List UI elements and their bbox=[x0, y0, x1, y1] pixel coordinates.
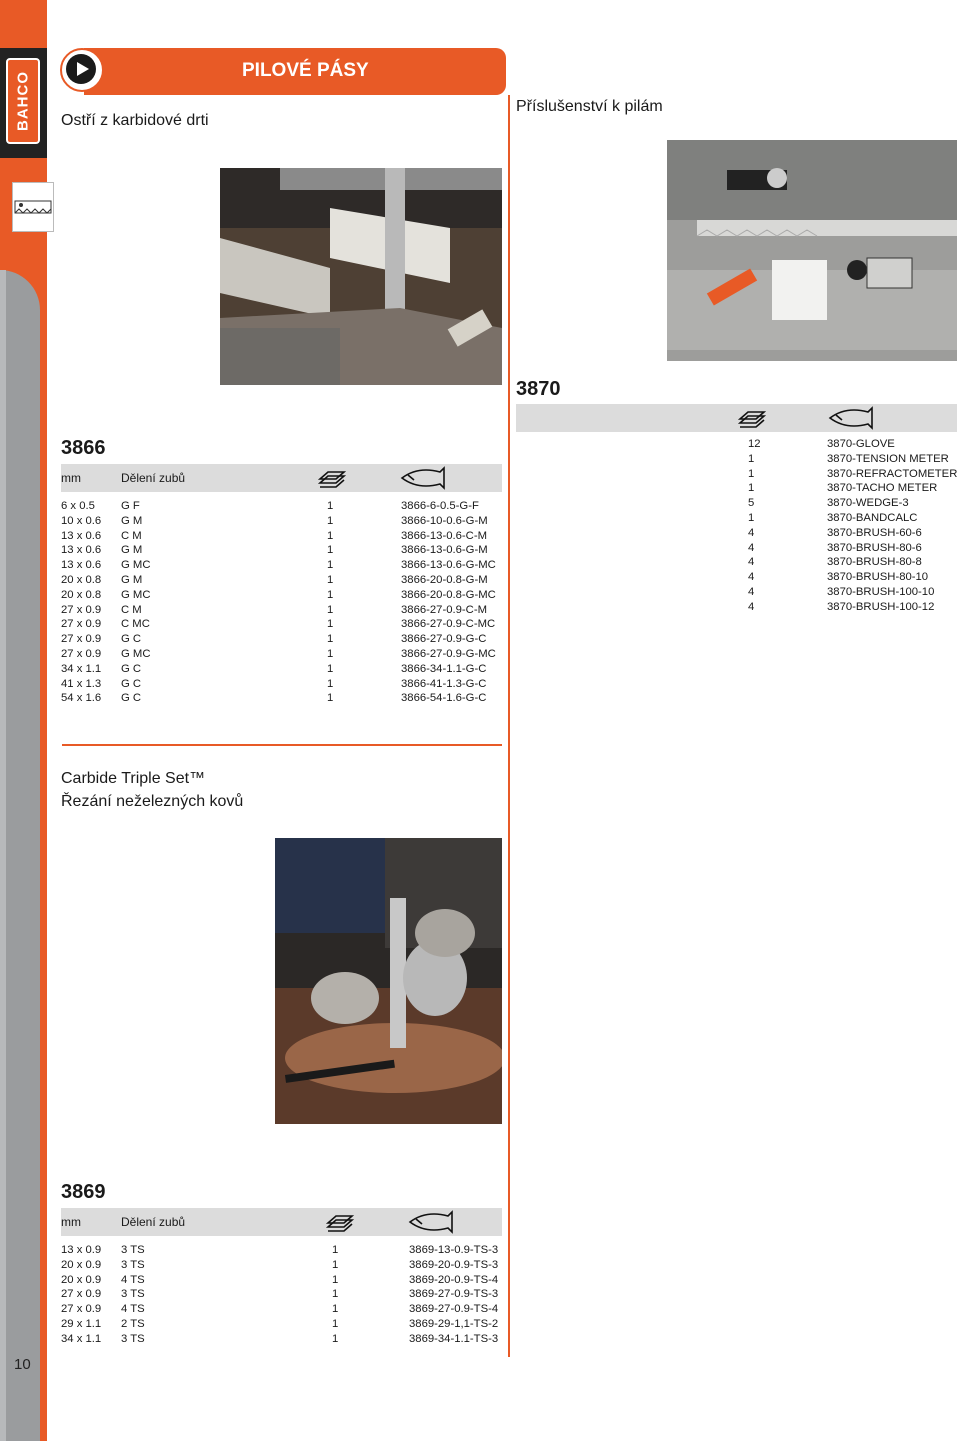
table-cell: 4 bbox=[748, 600, 755, 613]
pack-quantity-icon bbox=[326, 1213, 354, 1238]
fish-code-icon bbox=[400, 466, 446, 495]
column-header-mm: mm bbox=[61, 471, 81, 485]
table-cell: 3869-20-0.9-TS-4 bbox=[409, 1273, 499, 1286]
table-cell: 3869-29-1,1-TS-2 bbox=[409, 1318, 499, 1330]
table-cell: 1 bbox=[327, 544, 334, 557]
side-grey-strip bbox=[0, 270, 40, 1441]
table-cell: 12 bbox=[748, 438, 761, 450]
table-cell: 1 bbox=[327, 677, 334, 690]
table-cell: 1 bbox=[327, 559, 334, 572]
carbide-title: Carbide Triple Set™ bbox=[61, 770, 206, 787]
table-cell: 3870-BRUSH-100-10 bbox=[827, 586, 935, 598]
table-cell: 13 x 0.6 bbox=[61, 529, 102, 542]
table-cell: C M bbox=[121, 529, 142, 542]
table-cell: 34 x 1.1 bbox=[61, 662, 102, 675]
table-cell: 3869-34-1.1-TS-3 bbox=[409, 1332, 499, 1345]
table-cell: G MC bbox=[121, 648, 151, 660]
table-cell: 3870-GLOVE bbox=[827, 438, 895, 450]
table-cell: 3869-27-0.9-TS-4 bbox=[409, 1303, 499, 1316]
table-cell: 6 x 0.5 bbox=[61, 500, 95, 512]
table-cell: 3866-20-0.8-G-M bbox=[401, 574, 488, 586]
table-cell: 20 x 0.8 bbox=[61, 588, 102, 601]
table-cell: 1 bbox=[327, 648, 334, 660]
table-cell: 1 bbox=[327, 662, 334, 675]
table-cell: 3869-27-0.9-TS-3 bbox=[409, 1288, 499, 1301]
table-cell: 20 x 0.9 bbox=[61, 1258, 102, 1271]
fish-code-icon bbox=[828, 406, 874, 435]
table-cell: 1 bbox=[748, 467, 755, 480]
table-cell: 1 bbox=[327, 618, 334, 631]
table-cell: 54 x 1.6 bbox=[61, 692, 102, 705]
column-header-teeth: Dělení zubů bbox=[121, 1215, 186, 1229]
table-cell: 27 x 0.9 bbox=[61, 618, 102, 631]
table-cell: 1 bbox=[332, 1332, 339, 1345]
page-number: 10 bbox=[14, 1356, 31, 1373]
fish-code-icon bbox=[408, 1210, 454, 1239]
left-section-title: Ostří z karbidové drti bbox=[61, 112, 209, 129]
column-header-mm: mm bbox=[61, 1215, 81, 1229]
table-cell: C MC bbox=[121, 618, 150, 631]
table-cell: 1 bbox=[327, 514, 334, 527]
table-cell: 3870-REFRACTOMETER bbox=[827, 467, 958, 480]
column-header-teeth: Dělení zubů bbox=[121, 471, 186, 485]
brand-logo-text: BAHCO bbox=[14, 71, 32, 131]
table-cell: G M bbox=[121, 514, 143, 527]
table-cell: 3870-TACHO METER bbox=[827, 482, 938, 495]
table-cell: 1 bbox=[327, 500, 334, 512]
section-divider bbox=[62, 744, 502, 746]
table-cell: 3866-27-0.9-C-M bbox=[401, 603, 488, 616]
table-cell: 1 bbox=[748, 512, 755, 524]
table-cell: 3866-34-1.1-G-C bbox=[401, 662, 487, 675]
table-cell: 3866-41-1.3-G-C bbox=[401, 677, 487, 690]
table-3870-header bbox=[516, 404, 957, 432]
table-cell: 3870-TENSION METER bbox=[827, 452, 949, 465]
table-cell: 3866-13-0.6-G-MC bbox=[401, 559, 496, 572]
carbide-subtitle: Řezání neželezných kovů bbox=[61, 793, 244, 810]
table-cell: G C bbox=[121, 692, 142, 705]
table-cell: 1 bbox=[332, 1244, 339, 1256]
table-cell: 27 x 0.9 bbox=[61, 648, 102, 660]
table-cell: G MC bbox=[121, 559, 151, 572]
table-cell: 27 x 0.9 bbox=[61, 603, 102, 616]
table-cell: 4 TS bbox=[121, 1273, 145, 1286]
table-cell: 3866-27-0.9-G-MC bbox=[401, 648, 496, 660]
table-cell: 1 bbox=[748, 452, 755, 465]
table-cell: 1 bbox=[327, 529, 334, 542]
table-cell: 1 bbox=[332, 1288, 339, 1301]
table-cell: 29 x 1.1 bbox=[61, 1318, 102, 1330]
side-grey-strip-edge bbox=[0, 270, 6, 1441]
table-cell: 3866-6-0.5-G-F bbox=[401, 500, 479, 512]
table-cell: 4 bbox=[748, 556, 755, 569]
table-cell: G C bbox=[121, 633, 142, 646]
table-cell: G C bbox=[121, 662, 142, 675]
table-cell: 1 bbox=[327, 574, 334, 586]
table-cell: 4 bbox=[748, 541, 755, 554]
table-cell: 2 TS bbox=[121, 1318, 145, 1330]
table-cell: 3866-20-0.8-G-MC bbox=[401, 588, 496, 601]
table-cell: 3866-13-0.6-C-M bbox=[401, 529, 488, 542]
table-cell: G F bbox=[121, 500, 140, 512]
table-cell: 3870-BRUSH-100-12 bbox=[827, 600, 935, 613]
table-cell: 13 x 0.6 bbox=[61, 559, 102, 572]
table-cell: 4 bbox=[748, 526, 755, 539]
table-cell: 20 x 0.9 bbox=[61, 1273, 102, 1286]
model-3866: 3866 bbox=[61, 437, 106, 459]
photo-bandsaw-cutting bbox=[220, 168, 502, 385]
table-cell: 1 bbox=[332, 1318, 339, 1330]
table-cell: 3 TS bbox=[121, 1332, 145, 1345]
table-cell: 20 x 0.8 bbox=[61, 574, 102, 586]
table-cell: 3870-BRUSH-80-6 bbox=[827, 541, 922, 554]
table-cell: 4 bbox=[748, 571, 755, 584]
table-cell: 34 x 1.1 bbox=[61, 1332, 102, 1345]
table-cell: 3 TS bbox=[121, 1258, 145, 1271]
table-cell: G M bbox=[121, 544, 143, 557]
table-cell: 27 x 0.9 bbox=[61, 1288, 102, 1301]
photo-accessories bbox=[667, 140, 957, 361]
table-cell: 3870-BRUSH-80-10 bbox=[827, 571, 929, 584]
table-cell: 4 TS bbox=[121, 1303, 145, 1316]
table-cell: 5 bbox=[748, 497, 755, 510]
saw-blade-icon bbox=[12, 182, 54, 232]
table-cell: 13 x 0.6 bbox=[61, 544, 102, 557]
table-cell: 3 TS bbox=[121, 1288, 145, 1301]
table-cell: 1 bbox=[332, 1258, 339, 1271]
table-cell: 1 bbox=[327, 692, 334, 705]
table-cell: 27 x 0.9 bbox=[61, 1303, 102, 1316]
table-cell: 3 TS bbox=[121, 1244, 145, 1256]
table-cell: 3866-10-0.6-G-M bbox=[401, 514, 488, 527]
table-cell: G MC bbox=[121, 588, 151, 601]
table-cell: 1 bbox=[332, 1273, 339, 1286]
photo-gloved-hands bbox=[275, 838, 502, 1124]
table-cell: 1 bbox=[327, 633, 334, 646]
table-cell: 3869-13-0.9-TS-3 bbox=[409, 1244, 499, 1256]
model-3869: 3869 bbox=[61, 1181, 106, 1203]
table-cell: 1 bbox=[327, 603, 334, 616]
right-section-title: Příslušenství k pilám bbox=[516, 98, 663, 115]
table-cell: 13 x 0.9 bbox=[61, 1244, 102, 1256]
play-arrow-icon bbox=[66, 54, 96, 84]
page-title: PILOVÉ PÁSY bbox=[242, 60, 369, 81]
table-cell: 1 bbox=[327, 588, 334, 601]
pack-quantity-icon bbox=[738, 409, 766, 434]
table-cell: C M bbox=[121, 603, 142, 616]
table-cell: 3870-BRUSH-60-6 bbox=[827, 526, 922, 539]
column-divider bbox=[508, 95, 510, 1357]
table-cell: 1 bbox=[332, 1303, 339, 1316]
table-cell: 10 x 0.6 bbox=[61, 514, 102, 527]
table-cell: 3870-WEDGE-3 bbox=[827, 497, 909, 510]
table-cell: G C bbox=[121, 677, 142, 690]
table-cell: 3866-54-1.6-G-C bbox=[401, 692, 487, 705]
table-cell: 41 x 1.3 bbox=[61, 677, 102, 690]
table-cell: 27 x 0.9 bbox=[61, 633, 102, 646]
table-cell: 3870-BANDCALC bbox=[827, 512, 918, 524]
pack-quantity-icon bbox=[318, 469, 346, 494]
table-cell: 4 bbox=[748, 586, 755, 598]
table-cell: 3869-20-0.9-TS-3 bbox=[409, 1258, 499, 1271]
table-cell: G M bbox=[121, 574, 143, 586]
table-cell: 3866-27-0.9-C-MC bbox=[401, 618, 496, 631]
table-cell: 3866-13-0.6-G-M bbox=[401, 544, 488, 557]
table-cell: 3870-BRUSH-80-8 bbox=[827, 556, 922, 569]
model-3870: 3870 bbox=[516, 378, 561, 400]
table-cell: 1 bbox=[748, 482, 755, 495]
table-cell: 3866-27-0.9-G-C bbox=[401, 633, 487, 646]
